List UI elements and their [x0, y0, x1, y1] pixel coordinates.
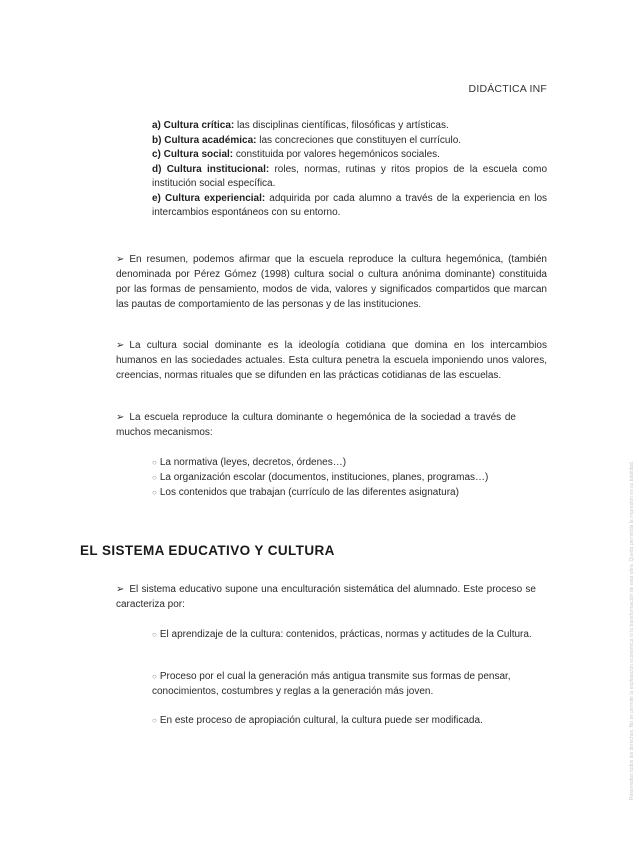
list-item-term: b) Cultura académica: [152, 134, 257, 146]
list-item [152, 627, 537, 642]
list-item [152, 148, 547, 163]
circle-bullet-icon: ○ [152, 473, 157, 482]
list-item-term: d) Cultura institucional: [152, 163, 270, 175]
list-item-term: a) Cultura crítica: [152, 120, 235, 131]
list-item-text: Proceso por el cual la generación más antigua transmite sus formas de pensar, conocimientos, costumbres y reglas a la generación más joven. [152, 671, 511, 697]
list-item-text: El aprendizaje de la cultura: contenidos, prácticas, normas y actitudes de la Cultura. [159, 629, 532, 640]
summary-paragraph [116, 252, 547, 312]
list-item-text: La normativa (leyes, decretos, órdenes…) [159, 457, 347, 468]
list-item-text: Los contenidos que trabajan (currículo de las diferentes asignatura) [159, 487, 459, 498]
list-item [152, 455, 552, 470]
side-note-text: Reservados todos los derechos. No se permite la explotación económica ni la transformación de esta obra. Queda permitida la impresión en su totalidad. [629, 460, 635, 800]
list-item [152, 134, 547, 149]
list-item-desc: las concreciones que constituyen el currículo. [256, 134, 462, 146]
list-item [152, 669, 537, 699]
arrow-icon: ➢ [116, 584, 125, 595]
dominant-culture-paragraph [116, 338, 547, 383]
list-item [152, 163, 547, 192]
list-item [152, 119, 547, 134]
circle-bullet-icon: ○ [152, 488, 157, 497]
arrow-icon: ➢ [116, 412, 125, 423]
paragraph-text: La escuela reproduce la cultura dominante o hegemónica de la sociedad a través de muchos mecanismos: [116, 412, 516, 438]
circle-bullet-icon: ○ [152, 630, 157, 639]
list-item-text: La organización escolar (documentos, instituciones, planes, programas…) [159, 472, 489, 483]
list-item [152, 485, 552, 500]
list-item-term: e) Cultura experiencial: [152, 192, 266, 204]
arrow-icon: ➢ [116, 254, 125, 265]
list-item-desc: las disciplinas científicas, filosóficas y artísticas. [234, 120, 449, 131]
list-item [152, 470, 552, 485]
mechanisms-list [152, 455, 552, 500]
circle-bullet-icon: ○ [152, 672, 157, 681]
paragraph-text: La cultura social dominante es la ideología cotidiana que domina en los intercambios humanos en las sociedades actuales. Esta cultura penetra la escuela imponiendo unos valores, creencias, normas rituales que se difunden en las prácticas cotidianas de las escuelas. [116, 340, 547, 381]
circle-bullet-icon: ○ [152, 716, 157, 725]
list-item-desc: roles, normas, rutinas y ritos propios de la escuela como institución social específica. [152, 163, 548, 189]
mechanisms-paragraph [116, 410, 516, 440]
section-title: EL SISTEMA EDUCATIVO Y CULTURA [80, 543, 335, 558]
paragraph-text: En resumen, podemos afirmar que la escuela reproduce la cultura hegemónica, (también denominada por Pérez Gómez (1998) cultura social o cultura anónima dominante) constituida por las formas de pensamiento, modos de vida, valores y significados compartidos que marcan las pautas de comportamiento de las personas y de las instituciones. [116, 254, 547, 310]
page-header: DIDÁCTICA INF [468, 83, 547, 95]
paragraph-text: El sistema educativo supone una enculturación sistemática del alumnado. Este proceso se caracteriza por: [116, 584, 536, 610]
side-copyright-note [627, 180, 639, 800]
circle-bullet-icon: ○ [152, 458, 157, 467]
list-item-text: En este proceso de apropiación cultural, la cultura puede ser modificada. [159, 715, 483, 726]
section-intro-paragraph [116, 582, 536, 612]
culture-types-list [152, 119, 547, 221]
list-item-desc: adquirida por cada alumno a través de la experiencia en los intercambios espontáneos con su entorno. [152, 192, 548, 218]
list-item [152, 713, 537, 728]
arrow-icon: ➢ [116, 340, 125, 351]
list-item-term: c) Cultura social: [152, 149, 234, 160]
list-item-desc: constituida por valores hegemónicos sociales. [233, 149, 440, 160]
list-item [152, 192, 547, 221]
